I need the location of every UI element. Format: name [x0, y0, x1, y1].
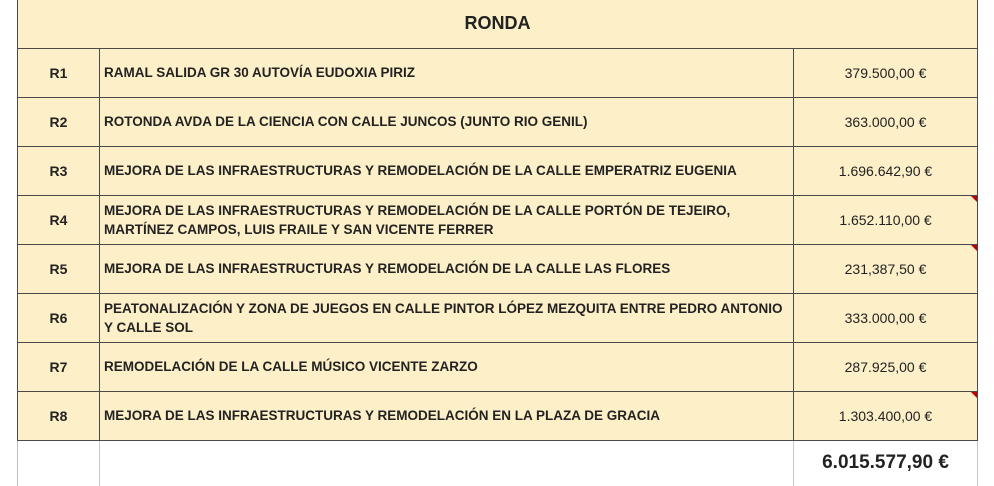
total-row — [18, 440, 978, 486]
row-amount-cell-with-comment[interactable]: 1.303.400,00 € — [794, 391, 978, 440]
ronda-table — [17, 0, 978, 486]
table-row — [18, 293, 978, 342]
table-row — [18, 195, 978, 244]
row-description-cell[interactable]: MEJORA DE LAS INFRAESTRUCTURAS Y REMODELACIÓN DE LA CALLE EMPERATRIZ EUGENIA — [100, 146, 794, 195]
row-description-cell[interactable]: PEATONALIZACIÓN Y ZONA DE JUEGOS EN CALLE PINTOR LÓPEZ MEZQUITA ENTRE PEDRO ANTONIO Y CALLE SOL — [100, 293, 794, 342]
row-amount-cell-with-comment[interactable]: 231,387,50 € — [794, 244, 978, 293]
row-code-cell[interactable]: R8 — [18, 391, 100, 440]
table-row — [18, 48, 978, 97]
row-code-cell[interactable]: R4 — [18, 195, 100, 244]
total-empty-cell[interactable] — [100, 440, 794, 486]
table-row — [18, 391, 978, 440]
row-code-cell[interactable]: R2 — [18, 97, 100, 146]
table-row — [18, 244, 978, 293]
total-amount-cell[interactable]: 6.015.577,90 € — [794, 440, 978, 486]
table-row — [18, 342, 978, 391]
row-description-cell[interactable]: MEJORA DE LAS INFRAESTRUCTURAS Y REMODELACIÓN DE LA CALLE LAS FLORES — [100, 244, 794, 293]
row-amount-cell[interactable]: 379.500,00 € — [794, 48, 978, 97]
table-row — [18, 146, 978, 195]
row-amount-cell[interactable]: 1.696.642,90 € — [794, 146, 978, 195]
row-description-cell[interactable]: MEJORA DE LAS INFRAESTRUCTURAS Y REMODELACIÓN DE LA CALLE PORTÓN DE TEJEIRO, MARTÍNEZ CAMPOS, LUIS FRAILE Y SAN VICENTE FERRER — [100, 195, 794, 244]
row-code-cell[interactable]: R5 — [18, 244, 100, 293]
row-description-cell[interactable]: RAMAL SALIDA GR 30 AUTOVÍA EUDOXIA PIRIZ — [100, 48, 794, 97]
row-description-cell[interactable]: MEJORA DE LAS INFRAESTRUCTURAS Y REMODELACIÓN EN LA PLAZA DE GRACIA — [100, 391, 794, 440]
row-description-cell[interactable]: REMODELACIÓN DE LA CALLE MÚSICO VICENTE ZARZO — [100, 342, 794, 391]
row-code-cell[interactable]: R6 — [18, 293, 100, 342]
row-code-cell[interactable]: R1 — [18, 48, 100, 97]
row-code-cell[interactable]: R3 — [18, 146, 100, 195]
row-code-cell[interactable]: R7 — [18, 342, 100, 391]
row-description-cell[interactable]: ROTONDA AVDA DE LA CIENCIA CON CALLE JUNCOS (JUNTO RIO GENIL) — [100, 97, 794, 146]
total-empty-cell[interactable] — [18, 440, 100, 486]
table-title[interactable]: RONDA — [18, 0, 978, 48]
table-title-row — [18, 0, 978, 48]
row-amount-cell[interactable]: 363.000,00 € — [794, 97, 978, 146]
table-row — [18, 97, 978, 146]
row-amount-cell-with-comment[interactable]: 1.652.110,00 € — [794, 195, 978, 244]
row-amount-cell[interactable]: 333.000,00 € — [794, 293, 978, 342]
spreadsheet-table-area — [17, 0, 977, 486]
row-amount-cell[interactable]: 287.925,00 € — [794, 342, 978, 391]
